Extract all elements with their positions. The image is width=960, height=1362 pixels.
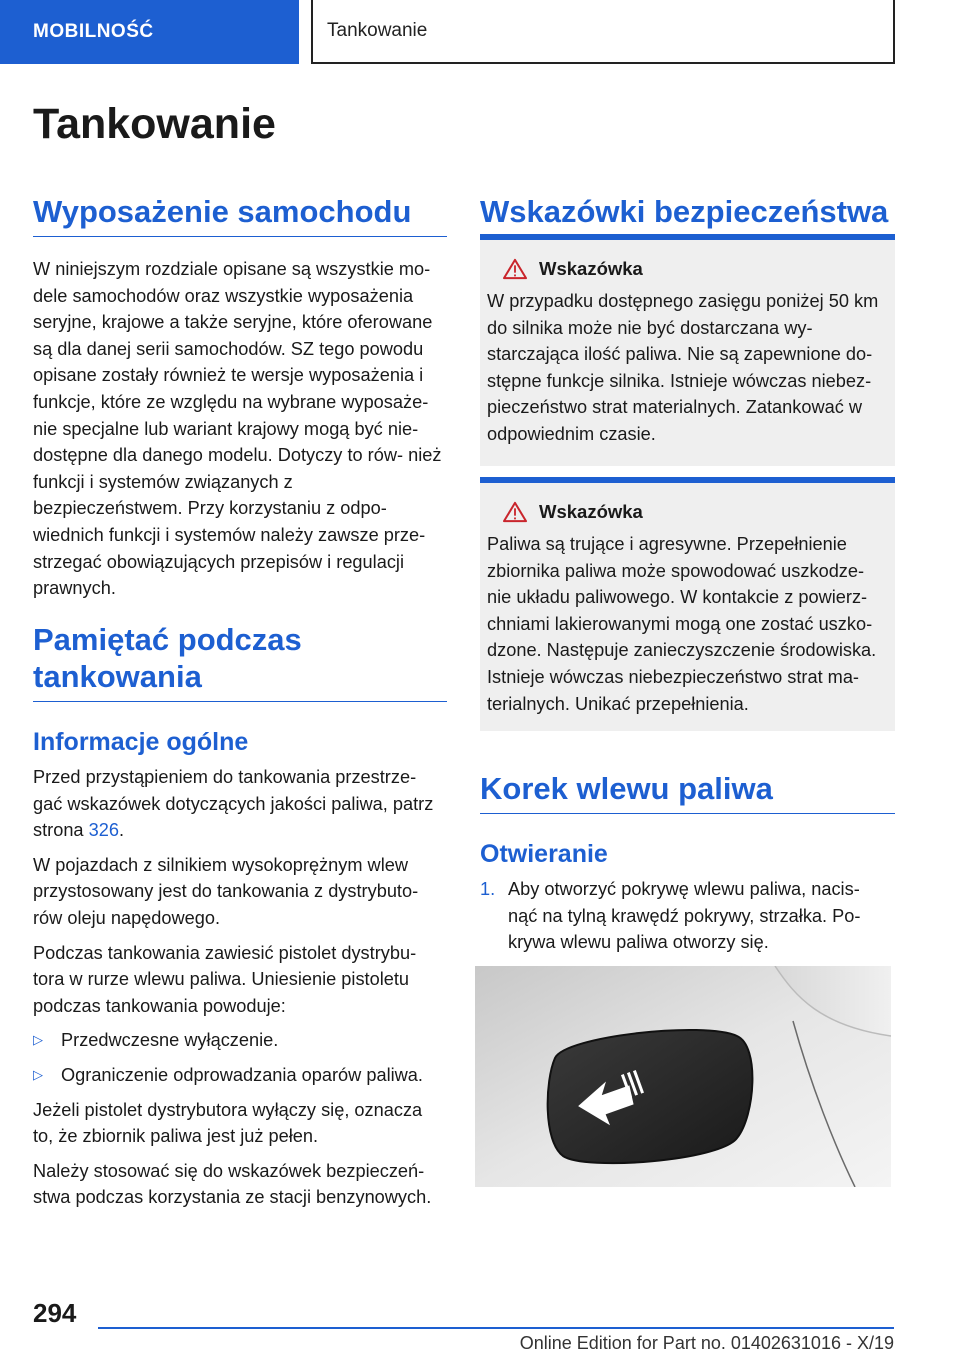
equipment-text: W niniejszym rozdziale opisane są wszystkie mo‐ dele samochodów oraz wszystkie wyposażenia seryjne, krajowe a także seryjne, które oferowane są dla danej serii samochodów. SZ tego powodu opisane zostały również te wersje wyposażenia i funkcje, które ze względu na wybrane wyposaże‐ nie specjalne lub wariant krajowy mogą być nie‐ dostępne dla danego modelu. Dotyczy to rów‐ nież funkcji i systemów związanych z bezpieczeństwem. Przy korzystaniu z odpo‐ wiednich funkcji i systemów należy zawsze prze‐ strzegać obowiązujących przepisów i regulacji prawnych. — [33, 259, 442, 599]
step-text: Aby otworzyć pokrywę wlewu paliwa, nacis‐ nąć na tylną krawędź pokrywy, strzałka. Po‐ krywa wlewu paliwa otworzy się. — [508, 879, 861, 953]
bullet-text: Ograniczenie odprowadzania oparów paliwa. — [61, 1064, 423, 1085]
warning-label: Wskazówka — [539, 501, 643, 522]
warning-triangle-icon — [501, 501, 529, 523]
general-text-2: W pojazdach z silnikiem wysokoprężnym wlew przystosowany jest do tankowania z dystrybuto‐ rów oleju napędowego. — [33, 854, 419, 928]
remember-heading: Pamiętać podczas tankowania — [33, 621, 447, 702]
chapter-breadcrumb: Tankowanie — [311, 0, 895, 64]
triangle-bullet-icon: ▷ — [33, 1032, 43, 1048]
warning-box-2 — [480, 477, 895, 731]
step-number: 1. — [480, 879, 496, 899]
page-number: 294 — [33, 1298, 77, 1328]
numbered-step — [480, 876, 880, 956]
section-tab: MOBILNOŚĆ — [0, 0, 299, 64]
general-info-heading: Informacje ogólne — [33, 728, 249, 756]
general-text-1 — [33, 764, 447, 844]
triangle-bullet-icon: ▷ — [33, 1066, 43, 1082]
fuel-cap-heading: Korek wlewu paliwa — [480, 770, 895, 814]
warning-label: Wskazówka — [539, 258, 643, 279]
list-item — [33, 1062, 447, 1089]
safety-heading: Wskazówki bezpieczeństwa — [480, 194, 889, 229]
warning-box-1 — [480, 234, 895, 466]
warning-header — [487, 258, 889, 280]
general-text-3: Podczas tankowania zawiesić pistolet dystrybu‐ tora w rurze wlewu paliwa. Uniesienie pistoletu podczas tankowania powoduje: — [33, 942, 417, 1016]
page-title: Tankowanie — [33, 100, 276, 148]
warning-header — [487, 501, 889, 523]
bullet-text: Przedwczesne wyłączenie. — [61, 1030, 279, 1051]
fuel-flap-photo — [475, 966, 891, 1187]
warning-triangle-icon — [501, 258, 529, 280]
equipment-heading: Wyposażenie samochodu — [33, 193, 447, 237]
opening-heading: Otwieranie — [480, 840, 608, 868]
footer-edition: Online Edition for Part no. 01402631016 - X/19 — [519, 1333, 894, 1353]
footer-rule — [98, 1327, 894, 1329]
warning-text: W przypadku dostępnego zasięgu poniżej 50 km do silnika może nie być dostarczana wy‐ starczająca ilość paliwa. Nie są zapewnione do‐ stępne funkcje silnika. Istnieje wówczas niebez‐ pieczeństwo strat materialnych. Zatankować w odpowiednim czasie. — [487, 291, 879, 444]
page-reference-link[interactable]: 326 — [88, 820, 119, 841]
general-text-4: Jeżeli pistolet dystrybutora wyłączy się, oznacza to, że zbiornik paliwa jest już pełen. — [33, 1099, 423, 1147]
general-info-body — [33, 764, 447, 1211]
warning-text: Paliwa są trujące i agresywne. Przepełnienie zbiornika paliwa może spowodować uszkodze‐ nie układu paliwowego. W kontakcie z powierz‐ chniami lakierowanymi mogą one zostać uszko‐ dzone. Następuje zanieczyszczenie środowiska. Istnieje wówczas niebezpieczeństwo strat ma‐ terialnych. Unikać przepełnienia. — [487, 534, 877, 714]
general-text-1-start: Przed przystąpieniem do tankowania przestrze‐ gać wskazówek dotyczących jakości paliwa, patrz strona — [33, 767, 434, 841]
general-text-1-end: . — [118, 820, 125, 841]
list-item — [33, 1027, 447, 1054]
general-text-5: Należy stosować się do wskazówek bezpieczeń‐ stwa podczas korzystania ze stacji benzynowych. — [33, 1160, 432, 1208]
